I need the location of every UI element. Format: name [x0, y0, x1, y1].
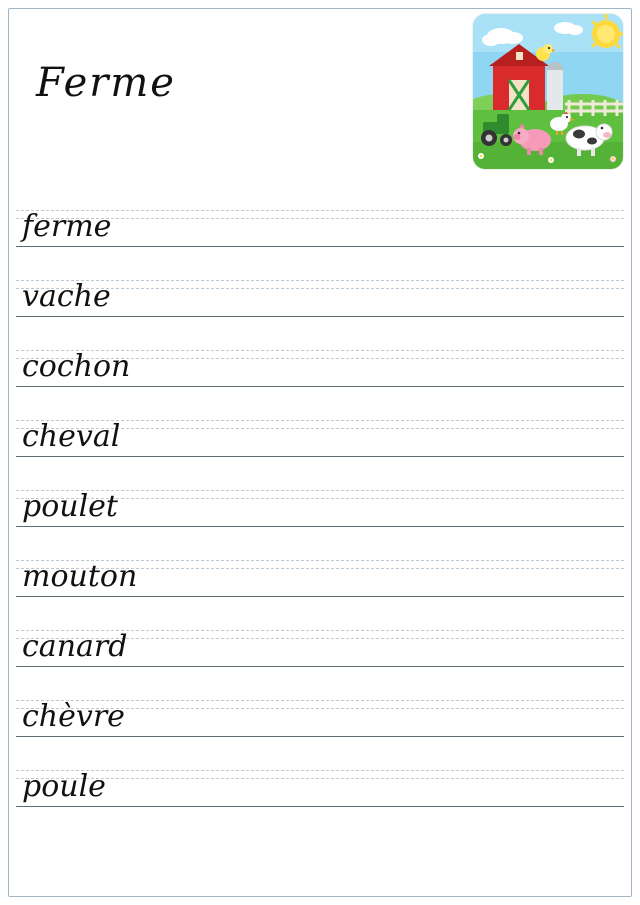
- practice-word: cheval: [22, 419, 121, 454]
- guide-line-top: [16, 770, 624, 771]
- writing-line-row[interactable]: [0, 546, 640, 616]
- guide-line-middle: [16, 778, 624, 779]
- baseline: [16, 596, 624, 597]
- writing-line-row[interactable]: [0, 266, 640, 336]
- baseline: [16, 806, 624, 807]
- practice-word: mouton: [22, 559, 138, 594]
- practice-word: chèvre: [22, 699, 125, 734]
- writing-line-row[interactable]: [0, 756, 640, 826]
- baseline: [16, 736, 624, 737]
- practice-word: canard: [22, 629, 128, 664]
- practice-word: poulet: [22, 489, 118, 524]
- writing-line-row[interactable]: [0, 476, 640, 546]
- baseline: [16, 386, 624, 387]
- baseline: [16, 666, 624, 667]
- writing-line-row[interactable]: [0, 336, 640, 406]
- writing-line-row[interactable]: [0, 686, 640, 756]
- farm-scene-svg: [473, 14, 623, 169]
- writing-line-row[interactable]: [0, 406, 640, 476]
- baseline: [16, 316, 624, 317]
- baseline: [16, 246, 624, 247]
- writing-line-row[interactable]: [0, 196, 640, 266]
- baseline: [16, 456, 624, 457]
- writing-line-row[interactable]: [0, 616, 640, 686]
- farm-scene-illustration: [473, 14, 623, 169]
- practice-word: poule: [22, 769, 106, 804]
- worksheet-header: [0, 0, 640, 185]
- practice-word: cochon: [22, 349, 131, 384]
- writing-lines-area: [0, 196, 640, 826]
- page-title: Ferme: [36, 60, 176, 106]
- practice-word: vache: [22, 279, 111, 314]
- baseline: [16, 526, 624, 527]
- practice-word: ferme: [22, 209, 112, 244]
